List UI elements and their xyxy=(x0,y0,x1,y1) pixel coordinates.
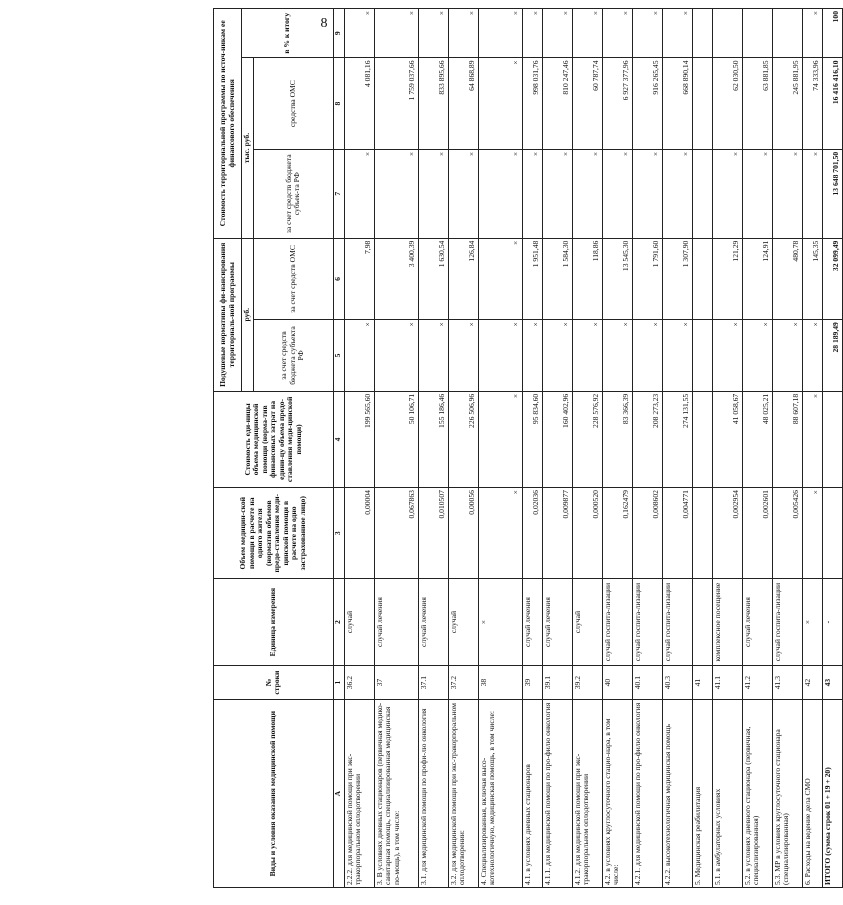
row-volume-cell: 0,02036 xyxy=(522,488,542,579)
row-oms-cost-cell: 916 265,45 xyxy=(632,58,662,149)
header-budget-norm: за счет средств бюджета субъекта РФ xyxy=(253,320,333,392)
table-body xyxy=(344,9,842,888)
row-unit-cell: случай госпита-лизации xyxy=(632,579,662,665)
row-percent-cell: × xyxy=(632,9,662,58)
row-unit-cost-cell: 95 834,60 xyxy=(522,391,542,487)
row-oms-norm-cell: 3 400,39 xyxy=(374,238,418,319)
row-percent-cell: × xyxy=(602,9,632,58)
header-budget-cost: за счет средств бюджета субъек-та РФ xyxy=(253,149,333,238)
row-number-cell: 41.2 xyxy=(742,665,772,700)
rotated-table-container xyxy=(213,8,840,888)
row-budget-norm-cell: 28 189,49 xyxy=(822,320,842,392)
row-name-cell: 3. В условиях дневных стационаров (первичная медико-санитарная помощь, специализированная медицинская по-мощь), в том числе: xyxy=(374,700,418,888)
row-volume-cell xyxy=(822,488,842,579)
row-number-cell: 41.3 xyxy=(772,665,802,700)
row-unit-cell: случай госпита-лизации xyxy=(662,579,692,665)
column-index-row xyxy=(333,9,344,888)
row-volume-cell: 0,004771 xyxy=(662,488,692,579)
row-percent-cell: × xyxy=(542,9,572,58)
row-unit-cost-cell: 208 273,23 xyxy=(632,391,662,487)
row-oms-cost-cell: 998 031,76 xyxy=(522,58,542,149)
row-unit-cell: случай лечения xyxy=(522,579,542,665)
index-cell: А xyxy=(333,700,344,888)
row-budget-cost-cell: × xyxy=(572,149,602,238)
table-row xyxy=(522,9,542,888)
header-cost-group: Стоимость территориальной программы по источ-никам ее финансового обеспечения xyxy=(214,9,242,239)
row-budget-cost-cell: × xyxy=(662,149,692,238)
row-budget-cost-cell: 13 648 701,50 xyxy=(822,149,842,238)
row-budget-norm-cell: × xyxy=(662,320,692,392)
row-name-cell: 4.2.1. для медицинской помощи по про-филю онкология xyxy=(632,700,662,888)
row-number-cell: 38 xyxy=(478,665,522,700)
row-name-cell: 4.1.2. для медицинской помощи при экс-тракорпоральном оплодотворении xyxy=(572,700,602,888)
row-volume-cell: 0,162479 xyxy=(602,488,632,579)
row-percent-cell: 100 xyxy=(822,9,842,58)
row-percent-cell: × xyxy=(662,9,692,58)
table-row xyxy=(802,9,822,888)
row-unit-cost-cell: 41 058,67 xyxy=(712,391,742,487)
row-volume-cell: × xyxy=(802,488,822,579)
row-number-cell: 40.3 xyxy=(662,665,692,700)
row-oms-cost-cell: 62 030,50 xyxy=(712,58,742,149)
table-row xyxy=(572,9,602,888)
table-row xyxy=(662,9,692,888)
row-oms-norm-cell: 124,91 xyxy=(742,238,772,319)
row-number-cell: 37.2 xyxy=(448,665,478,700)
row-oms-norm-cell: 1 951,48 xyxy=(522,238,542,319)
row-oms-cost-cell: 64 868,89 xyxy=(448,58,478,149)
row-budget-norm-cell: × xyxy=(418,320,448,392)
row-volume-cell: 0,009877 xyxy=(542,488,572,579)
row-name-cell: 4.1. в условиях дневных стационаров xyxy=(522,700,542,888)
row-budget-norm-cell xyxy=(692,320,712,392)
table-row xyxy=(478,9,522,888)
row-unit-cost-cell: 199 565,60 xyxy=(344,391,374,487)
row-budget-norm-cell: × xyxy=(478,320,522,392)
row-percent-cell: × xyxy=(572,9,602,58)
row-budget-norm-cell: × xyxy=(542,320,572,392)
row-budget-norm-cell: × xyxy=(344,320,374,392)
row-unit-cell: случай xyxy=(344,579,374,665)
row-oms-cost-cell: 60 787,74 xyxy=(572,58,602,149)
row-volume-cell: 0,00056 xyxy=(448,488,478,579)
row-unit-cost-cell xyxy=(692,391,712,487)
table-row xyxy=(542,9,572,888)
row-budget-norm-cell: × xyxy=(448,320,478,392)
row-oms-norm-cell xyxy=(692,238,712,319)
row-name-cell: 4.1.1. для медицинской помощи по про-филю онкология xyxy=(542,700,572,888)
row-budget-cost-cell: × xyxy=(772,149,802,238)
row-percent-cell: × xyxy=(522,9,542,58)
row-unit-cell: случай лечения xyxy=(542,579,572,665)
row-percent-cell: × xyxy=(344,9,374,58)
row-unit-cost-cell: 274 131,55 xyxy=(662,391,692,487)
table-header xyxy=(214,9,345,888)
row-budget-norm-cell: × xyxy=(712,320,742,392)
row-percent-cell: × xyxy=(478,9,522,58)
row-budget-cost-cell: × xyxy=(418,149,448,238)
row-unit-cell: случай лечения xyxy=(374,579,418,665)
row-budget-cost-cell xyxy=(692,149,712,238)
row-name-cell: 5.1. в амбулаторных условиях xyxy=(712,700,742,888)
row-oms-norm-cell: 1 584,30 xyxy=(542,238,572,319)
row-oms-cost-cell xyxy=(692,58,712,149)
row-volume-cell: 0,067863 xyxy=(374,488,418,579)
row-number-cell: 41.1 xyxy=(712,665,742,700)
row-unit-cell: случай xyxy=(572,579,602,665)
row-name-cell: ИТОГО (сумма строк 01 + 19 + 20) xyxy=(822,700,842,888)
header-volume: Объем медицин-ской помощи в расчете на одного жителя (норматив объемов предо-ставления меди-цинской помощи в расчете на одно застрахованное лицо) xyxy=(214,488,334,579)
table-row xyxy=(692,9,712,888)
row-oms-cost-cell: 6 927 377,96 xyxy=(602,58,632,149)
row-oms-norm-cell: 126,84 xyxy=(448,238,478,319)
row-percent-cell: × xyxy=(802,9,822,58)
row-oms-norm-cell: 1 307,90 xyxy=(662,238,692,319)
row-number-cell: 37 xyxy=(374,665,418,700)
row-unit-cell: случай лечения xyxy=(742,579,772,665)
row-unit-cost-cell: 160 402,96 xyxy=(542,391,572,487)
row-number-cell: 39 xyxy=(522,665,542,700)
header-unit-cost: Стоимость еди-ницы объема медицинской помощи (норма-тив финансовых затрат на едини-цу объема предо-ставления меди-цинской помощи) xyxy=(214,391,334,487)
row-unit-cost-cell: 226 506,96 xyxy=(448,391,478,487)
row-oms-norm-cell: 121,29 xyxy=(712,238,742,319)
row-number-cell: 36.2 xyxy=(344,665,374,700)
row-percent-cell: × xyxy=(374,9,418,58)
row-unit-cell xyxy=(692,579,712,665)
row-unit-cell: - xyxy=(822,579,842,665)
row-name-cell: 4.2. в условиях круглосуточного стацио-нара, в том числе: xyxy=(602,700,632,888)
index-cell: 6 xyxy=(333,238,344,319)
row-budget-norm-cell: × xyxy=(772,320,802,392)
index-cell: 8 xyxy=(333,58,344,149)
row-name-cell: 5.3. МР в условиях круглосуточного стационара (специализированная) xyxy=(772,700,802,888)
index-cell: 4 xyxy=(333,391,344,487)
row-unit-cost-cell: 228 576,92 xyxy=(572,391,602,487)
row-number-cell: 41 xyxy=(692,665,712,700)
row-oms-cost-cell: 74 333,96 xyxy=(802,58,822,149)
row-oms-norm-cell: 145,35 xyxy=(802,238,822,319)
row-unit-cell: × xyxy=(802,579,822,665)
row-volume-cell: 0,002601 xyxy=(742,488,772,579)
row-oms-cost-cell: 4 081,16 xyxy=(344,58,374,149)
row-budget-norm-cell: × xyxy=(802,320,822,392)
row-volume-cell: × xyxy=(478,488,522,579)
row-budget-cost-cell: × xyxy=(344,149,374,238)
index-cell: 9 xyxy=(333,9,344,58)
row-percent-cell: × xyxy=(418,9,448,58)
row-budget-norm-cell: × xyxy=(374,320,418,392)
row-oms-norm-cell: 1 791,60 xyxy=(632,238,662,319)
row-unit-cost-cell: 50 106,71 xyxy=(374,391,418,487)
row-unit-cell: случай xyxy=(448,579,478,665)
row-volume-cell xyxy=(692,488,712,579)
row-number-cell: 39.1 xyxy=(542,665,572,700)
row-oms-norm-cell: 118,86 xyxy=(572,238,602,319)
header-percent: в % к итогу xyxy=(242,9,334,58)
row-oms-cost-cell: × xyxy=(478,58,522,149)
header-norm-unit: руб. xyxy=(242,238,254,391)
index-cell: 3 xyxy=(333,488,344,579)
table-row xyxy=(742,9,772,888)
row-budget-cost-cell: × xyxy=(602,149,632,238)
row-unit-cell: случай госпита-лизации xyxy=(772,579,802,665)
index-cell: 5 xyxy=(333,320,344,392)
header-unit: Единица измерения xyxy=(214,579,334,665)
row-oms-cost-cell: 16 416 416,10 xyxy=(822,58,842,149)
table-row xyxy=(772,9,802,888)
row-volume-cell: 0,010507 xyxy=(418,488,448,579)
row-budget-cost-cell: × xyxy=(542,149,572,238)
row-unit-cost-cell: 155 186,46 xyxy=(418,391,448,487)
table-row xyxy=(344,9,374,888)
index-cell: 7 xyxy=(333,149,344,238)
row-budget-cost-cell: × xyxy=(802,149,822,238)
index-cell: 2 xyxy=(333,579,344,665)
row-unit-cost-cell: 83 366,39 xyxy=(602,391,632,487)
row-name-cell: 4. Специализированная, включая высо-котехнологичную, медицинская помощь, в том числе: xyxy=(478,700,522,888)
row-unit-cost-cell: 88 607,18 xyxy=(772,391,802,487)
row-percent-cell: × xyxy=(448,9,478,58)
row-name-cell: 5.2. в условиях дневного стационара (первичная, специализированная) xyxy=(742,700,772,888)
row-name-cell: 5. Медицинская реабилитация xyxy=(692,700,712,888)
row-oms-norm-cell: 1 630,54 xyxy=(418,238,448,319)
header-oms-norm: за счет средств ОМС xyxy=(253,238,333,319)
row-number-cell: 37.1 xyxy=(418,665,448,700)
row-unit-cell: комплексное посещение xyxy=(712,579,742,665)
table-row xyxy=(602,9,632,888)
row-volume-cell: 0,008602 xyxy=(632,488,662,579)
row-budget-cost-cell: × xyxy=(478,149,522,238)
row-percent-cell xyxy=(742,9,772,58)
row-budget-norm-cell: × xyxy=(602,320,632,392)
row-name-cell: 3.1. для медицинской помощи по профи-лю онкология xyxy=(418,700,448,888)
financing-table xyxy=(213,8,843,888)
row-budget-cost-cell: × xyxy=(712,149,742,238)
row-volume-cell: 0,00004 xyxy=(344,488,374,579)
row-oms-norm-cell: 32 099,49 xyxy=(822,238,842,319)
row-unit-cost-cell xyxy=(822,391,842,487)
row-oms-cost-cell: 833 895,66 xyxy=(418,58,448,149)
row-budget-norm-cell: × xyxy=(742,320,772,392)
row-unit-cost-cell: × xyxy=(478,391,522,487)
row-name-cell: 3.2. для медицинской помощи при экс-тракорпоральном оплодотворении: xyxy=(448,700,478,888)
row-percent-cell xyxy=(772,9,802,58)
row-number-cell: 42 xyxy=(802,665,822,700)
row-unit-cell: × xyxy=(478,579,522,665)
row-budget-norm-cell: × xyxy=(572,320,602,392)
row-unit-cost-cell: × xyxy=(802,391,822,487)
row-unit-cell: случай госпита-лизации xyxy=(602,579,632,665)
row-volume-cell: 0,005426 xyxy=(772,488,802,579)
row-percent-cell xyxy=(712,9,742,58)
row-budget-cost-cell: × xyxy=(448,149,478,238)
row-budget-cost-cell: × xyxy=(374,149,418,238)
row-number-cell: 39.2 xyxy=(572,665,602,700)
row-unit-cell: случай лечения xyxy=(418,579,448,665)
table-row xyxy=(632,9,662,888)
header-row-number: № строки xyxy=(214,665,334,700)
row-budget-norm-cell: × xyxy=(522,320,542,392)
page-number: 8 xyxy=(320,16,328,31)
row-oms-norm-cell: 13 545,30 xyxy=(602,238,632,319)
row-number-cell: 40.1 xyxy=(632,665,662,700)
row-unit-cost-cell: 48 025,21 xyxy=(742,391,772,487)
row-oms-cost-cell: 668 890,14 xyxy=(662,58,692,149)
row-oms-norm-cell: 480,78 xyxy=(772,238,802,319)
header-service-type: Виды и условия оказания медицинской помощи xyxy=(214,700,334,888)
row-budget-cost-cell: × xyxy=(742,149,772,238)
header-cost-unit: тыс. руб. xyxy=(242,58,254,238)
row-budget-norm-cell: × xyxy=(632,320,662,392)
header-norm-group: Подушевые нормативы фи-нансирования территориаль-ной программы xyxy=(214,238,242,391)
row-name-cell: 4.2.2. высокотехнологичная медицинская помощь xyxy=(662,700,692,888)
table-row xyxy=(822,9,842,888)
row-oms-cost-cell: 245 881,95 xyxy=(772,58,802,149)
row-percent-cell xyxy=(692,9,712,58)
row-oms-cost-cell: 810 247,46 xyxy=(542,58,572,149)
table-row xyxy=(418,9,448,888)
row-number-cell: 40 xyxy=(602,665,632,700)
header-oms-cost: средства ОМС xyxy=(253,58,333,149)
table-row xyxy=(374,9,418,888)
row-number-cell: 43 xyxy=(822,665,842,700)
row-budget-cost-cell: × xyxy=(632,149,662,238)
table-row xyxy=(448,9,478,888)
row-volume-cell: 0,002954 xyxy=(712,488,742,579)
index-cell: 1 xyxy=(333,665,344,700)
row-oms-cost-cell: 63 881,85 xyxy=(742,58,772,149)
row-volume-cell: 0,000520 xyxy=(572,488,602,579)
row-oms-norm-cell: × xyxy=(478,238,522,319)
row-oms-cost-cell: 1 759 037,66 xyxy=(374,58,418,149)
row-budget-cost-cell: × xyxy=(522,149,542,238)
table-row xyxy=(712,9,742,888)
row-name-cell: 2.2.2. для медицинской помощи при экс-тракорпоральном оплодотворении xyxy=(344,700,374,888)
row-oms-norm-cell: 7,98 xyxy=(344,238,374,319)
row-name-cell: 6. Расходы на ведение дела СМО xyxy=(802,700,822,888)
